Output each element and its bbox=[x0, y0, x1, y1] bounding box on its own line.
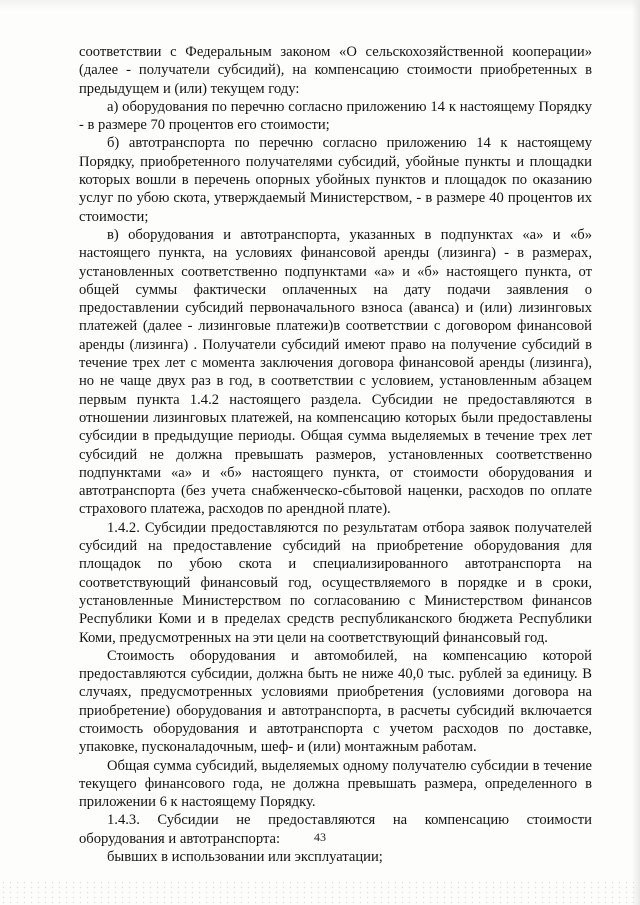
paragraph-item-a: а) оборудования по перечню согласно приложению 14 к настоящему Порядку - в размере 70 процентов его стоимости; bbox=[79, 98, 592, 134]
paragraph-clause-1-4-2: 1.4.2. Субсидии предоставляются по результатам отбора заявок получателей субсидий на предоставление субсидий на приобретение оборудования для площадок по убою скота и специализированного автотранспорта на соответствующий финансовый год, осуществляемого в порядке и в сроки, установленные Министерством по согласованию с Министерством финансов Республики Коми и в пределах средств республиканского бюджета Республики Коми, предусмотренных на эти цели на соответствующий финансовый год. bbox=[79, 519, 592, 646]
paragraph-total-subsidy: Общая сумма субсидий, выделяемых одному получателю субсидии в течение текущего финансового года, не должна превышать размера, определенного в приложении 6 к настоящему Порядку. bbox=[79, 757, 592, 811]
paragraph-continuation: соответствии с Федеральным законом «О сельскохозяйственной кооперации» (далее - получатели субсидий), на компенсацию стоимости приобретенных в предыдущем и (или) текущем году: bbox=[79, 44, 592, 97]
paragraph-clause-1-4-3: 1.4.3. Субсидии не предоставляются на компенсацию стоимости оборудования и автотранспорта: bbox=[79, 812, 592, 847]
scan-edge-bottom bbox=[0, 880, 640, 905]
document-body bbox=[79, 43, 592, 866]
scan-edge-top bbox=[0, 0, 640, 10]
paragraph-equipment-cost: Стоимость оборудования и автомобилей, на компенсацию которой предоставляются субсидии, должна быть не ниже 40,0 тыс. рублей за единицу. В случаях, предусмотренных условиями приобретения (условиями договора на приобретение) оборудования и автотранспорта, в расчеты субсидий включается стоимость оборудования и автотранспорта с учетом расходов по доставке, упаковке, пусконаладочным, шеф- и (или) монтажным работам. bbox=[79, 647, 592, 756]
paragraph-item-v: в) оборудования и автотранспорта, указанных в подпунктах «а» и «б» настоящего пункта, на условиях финансовой аренды (лизинга) - в размерах, установленных соответственно подпунктами «а» и «б» настоящего пункта, от общей суммы фактически оплаченных на дату подачи заявления о предоставлении субсидий первоначального взноса (аванса) и (или) лизинговых платежей (далее - лизинговые платежи)в соответствии с договором финансовой аренды (лизинга) . Получатели субсидий имеют право на получение субсидий в течение трех лет с момента заключения договора финансовой аренды (лизинга), но не чаще двух раз в год, в соответствии с условием, установленным абзацем первым пункта 1.4.2 настоящего раздела. Субсидии не предоставляются в отношении лизинговых платежей, на компенсацию которых были предоставлены субсидии в предыдущие периоды. Общая сумма выделяемых в течение трех лет субсидий не должна превышать размеров, установленных соответственно подпунктами «а» и «б» настоящего пункта, от стоимости оборудования и автотранспорта (без учета снабженческо-сбытовой наценки, расходов по оплате страхового платежа, расходов по арендной плате). bbox=[79, 226, 592, 518]
paragraph-used-equipment: бывших в использовании или эксплуатации; bbox=[107, 849, 383, 866]
scan-edge-right bbox=[632, 0, 640, 905]
page-number: 43 bbox=[314, 830, 326, 844]
paragraph-item-b: б) автотранспорта по перечню согласно приложению 14 к настоящему Порядку, приобретенного получателями субсидий, убойные пункты и площадки которых вошли в перечень опорных убойных пунктов и площадок по оказанию услуг по убою скота, утверждаемый Министерством, - в размере 40 процентов их стоимости; bbox=[79, 135, 592, 225]
